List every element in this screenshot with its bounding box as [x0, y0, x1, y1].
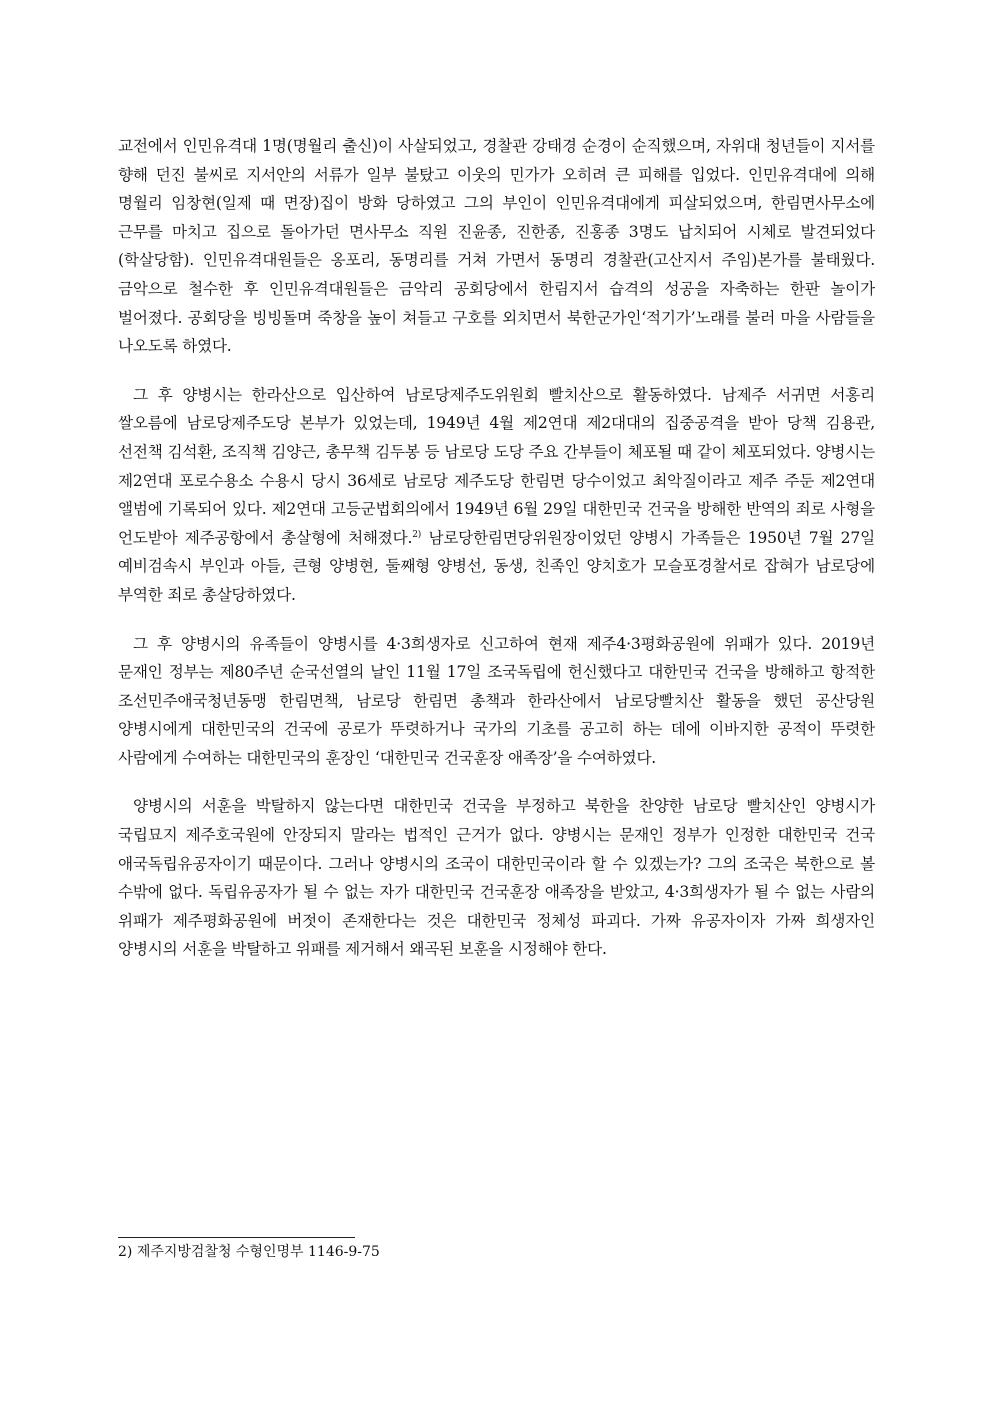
paragraph-4: 양병시의 서훈을 박탈하지 않는다면 대한민국 건국을 부정하고 북한을 찬양한 남로당 빨치산인 양병시가 국립묘지 제주호국원에 안장되지 말라는 법적인 근거가 없다. 양병시는 문재인 정부가 인정한 대한민국 건국 애국독립유공자이기 때문이다. 그러나 양병시의 조국이 대한민국이라 할 수 있겠는가? 그의 조국은 북한으로 볼 수밖에 없다. 독립유공자가 될 수 없는 자가 대한민국 건국훈장 애족장을 받았고, 4·3희생자가 될 수 없는 사람의 위패가 제주평화공원에 버젓이 존재한다는 것은 대한민국 정체성 파괴다. 가짜 유공자이자 가짜 희생자인 양병시의 서훈을 박탈하고 위패를 제거해서 왜곡된 보훈을 시정해야 한다.	[118, 797, 875, 959]
paragraph-1: 교전에서 인민유격대 1명(명월리 출신)이 사살되었고, 경찰관 강태경 순경이 순직했으며, 자위대 청년들이 지서를 향해 던진 불씨로 지서안의 서류가 일부 불탔고 이웃의 민가가 오히려 큰 피해를 입었다. 인민유격대에 의해 명월리 임창현(일제 때 면장)집이 방화 당하였고 그의 부인이 인민유격대에게 피살되었으며, 한림면사무소에 근무를 마치고 집으로 돌아가던 면사무소 직원 진윤종, 진한종, 진홍종 3명도 납치되어 시체로 발견되었다(학살당함). 인민유격대원들은 옹포리, 동명리를 거쳐 가면서 동명리 경찰관(고산지서 주임)본가를 불태웠다. 금악으로 철수한 후 인민유격대원들은 금악리 공회당에서 한림지서 습격의 성공을 자축하는 한판 놀이가 벌어졌다. 공회당을 빙빙돌며 죽창을 높이 쳐들고 구호를 외치면서 북한군가인‘적기가’노래를 불러 마을 사람들을 나오도록 하였다.	[118, 137, 875, 356]
footnote: 2) 제주지방검찰청 수형인명부 1146-9-75	[118, 1244, 380, 1260]
paragraph-2	[118, 381, 875, 610]
paragraph-2-continuation: 남로당한림면당위원장이었던 양병시 가족들은 1950년 7월 27일 예비검속시 부인과 아들, 큰형 양병현, 둘째형 양병선, 동생, 친족인 양치호가 모슬포경찰서로 잡혀가 남로당에 부역한 죄로 총살당하였다.	[118, 528, 875, 604]
footnote-reference[interactable]: 2)	[412, 529, 422, 540]
paragraph-3: 그 후 양병시의 유족들이 양병시를 4·3희생자로 신고하여 현재 제주4·3평화공원에 위패가 있다. 2019년 문재인 정부는 제80주년 순국선열의 날인 11월 17일 조국독립에 헌신했다고 대한민국 건국을 방해하고 항적한 조선민주애국청년동맹 한림면책, 남로당 한림면 총책과 한라산에서 남로당빨치산 활동을 했던 공산당원 양병시에게 대한민국의 건국에 공로가 뚜렷하거나 국가의 기초를 공고히 하는 데에 이바지한 공적이 뚜렷한 사람에게 수여하는 대한민국의 훈장인 ‘대한민국 건국훈장 애족장’을 수여하였다.	[118, 634, 875, 767]
footnote-separator	[118, 1237, 355, 1238]
document-body	[118, 132, 875, 984]
paragraph-2-text: 그 후 양병시는 한라산으로 입산하여 남로당제주도위원회 빨치산으로 활동하였다. 남제주 서귀면 서홍리 쌀오름에 남로당제주도당 본부가 있었는데, 1949년 4월 제2연대 제2대대의 집중공격을 받아 당책 김용관, 선전책 김석환, 조직책 김양근, 총무책 김두봉 등 남로당 도당 주요 간부들이 체포될 때 같이 체포되었다. 양병시는 제2연대 포로수용소 수용시 당시 36세로 남로당 제주도당 한림면 당수이었고 최악질이라고 제주 주둔 제2연대 앨범에 기록되어 있다. 제2연대 고등군법회의에서 1949년 6월 29일 대한민국 건국을 방해한 반역의 죄로 사형을 언도받아 제주공항에서 총살형에 처해졌다.	[118, 385, 875, 547]
